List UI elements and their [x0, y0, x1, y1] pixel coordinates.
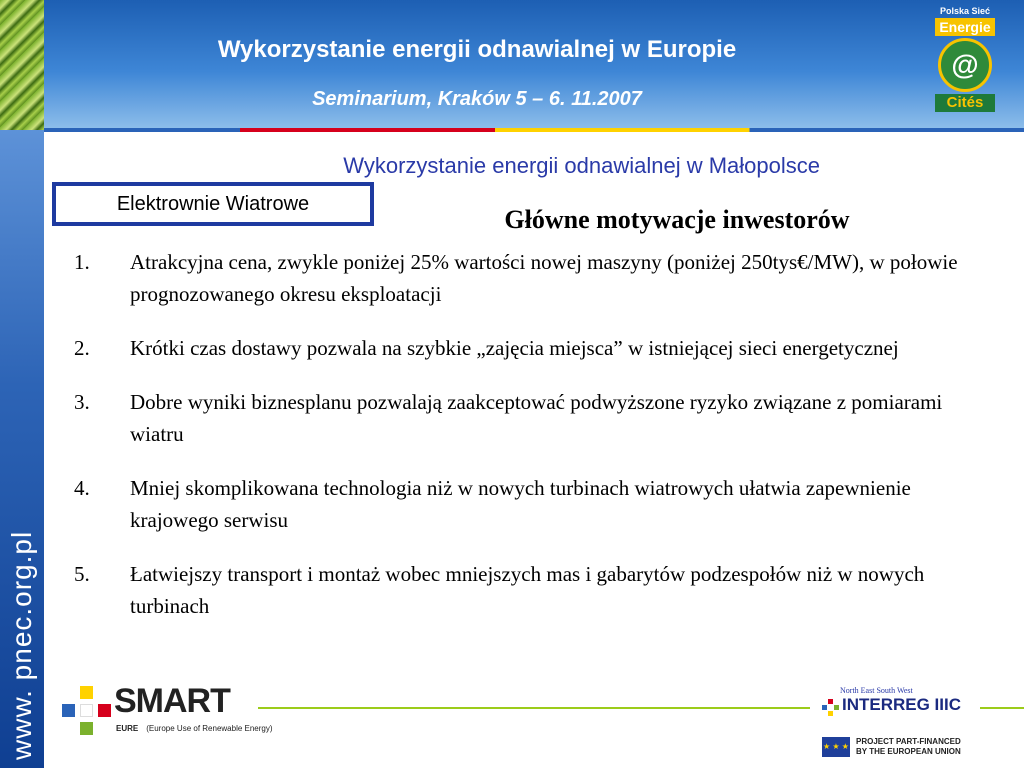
list-item-text: Dobre wyniki biznesplanu pozwalają zaakceptować podwyższone ryzyko związane z pomiarami wiatru [130, 390, 943, 446]
smart-eure-text [116, 724, 273, 733]
list-item-number: 2. [74, 336, 90, 360]
eure-label: EURE [116, 724, 139, 733]
list-item-text: Atrakcyjna cena, zwykle poniżej 25% wartości nowej maszyny (poniżej 250tys€/MW), w połowie prognozowanego okresu eksploatacji [130, 250, 958, 306]
logo-mark-icon [938, 38, 992, 92]
logo-cites-text: Cités [935, 94, 995, 112]
logo-network-text: Polska Sieć [939, 6, 991, 16]
logo-energie-text: Energie [935, 18, 995, 36]
list-item [74, 558, 984, 622]
interreg-cross-icon [822, 699, 840, 717]
header-photo [0, 0, 44, 130]
website-url: www. pnec.org.pl [6, 530, 37, 760]
footer-divider-right [980, 707, 1024, 709]
list-item-number: 5. [74, 562, 90, 586]
main-heading: Główne motywacje inwestorów [504, 205, 850, 234]
list-item [74, 386, 984, 450]
list-item [74, 472, 984, 536]
slide-title: Wykorzystanie energii odnawialnej w Europie [217, 36, 737, 63]
interreg-logo [820, 686, 980, 722]
smart-cross-icon [62, 686, 112, 736]
logo-mark-glyph: @ [951, 49, 979, 80]
footer-divider [258, 707, 810, 709]
smart-logo [62, 682, 273, 740]
eure-full-name: (Europe Use of Renewable Energy) [146, 724, 273, 733]
eu-flag-icon: ★ ★ ★ [822, 737, 850, 757]
list-item-text: Krótki czas dostawy pozwala na szybkie „zajęcia miejsca” w istniejącej sieci energetycznej [130, 336, 899, 360]
list-item-text: Mniej skomplikowana technologia niż w nowych turbinach wiatrowych ułatwia zapewnienie krajowego serwisu [130, 476, 911, 532]
interreg-region-text: North East South West [840, 686, 913, 695]
section-title: Wykorzystanie energii odnawialnej w Małopolsce [343, 153, 820, 178]
eu-line-1: PROJECT PART-FINANCED [856, 737, 961, 746]
eu-funding-note [822, 735, 1002, 761]
list-item-number: 3. [74, 390, 90, 414]
motivation-list [74, 246, 984, 644]
eu-line-2: BY THE EUROPEAN UNION [856, 747, 961, 756]
color-stripe [44, 128, 1024, 132]
smart-logo-text: SMART [114, 682, 230, 720]
interreg-name: INTERREG IIIC [842, 695, 962, 714]
list-item [74, 246, 984, 310]
slide-subtitle: Seminarium, Kraków 5 – 6. 11.2007 [312, 88, 642, 110]
eu-funding-text [856, 737, 961, 757]
list-item-number: 4. [74, 476, 90, 500]
list-item [74, 332, 984, 364]
list-item-number: 1. [74, 250, 90, 274]
topic-tag: Elektrownie Wiatrowe [52, 182, 374, 226]
header-banner [0, 0, 1024, 130]
list-item-text: Łatwiejszy transport i montaż wobec mniejszych mas i gabarytów podzespołów niż w nowych turbinach [130, 562, 925, 618]
energie-cites-logo [930, 2, 1000, 126]
